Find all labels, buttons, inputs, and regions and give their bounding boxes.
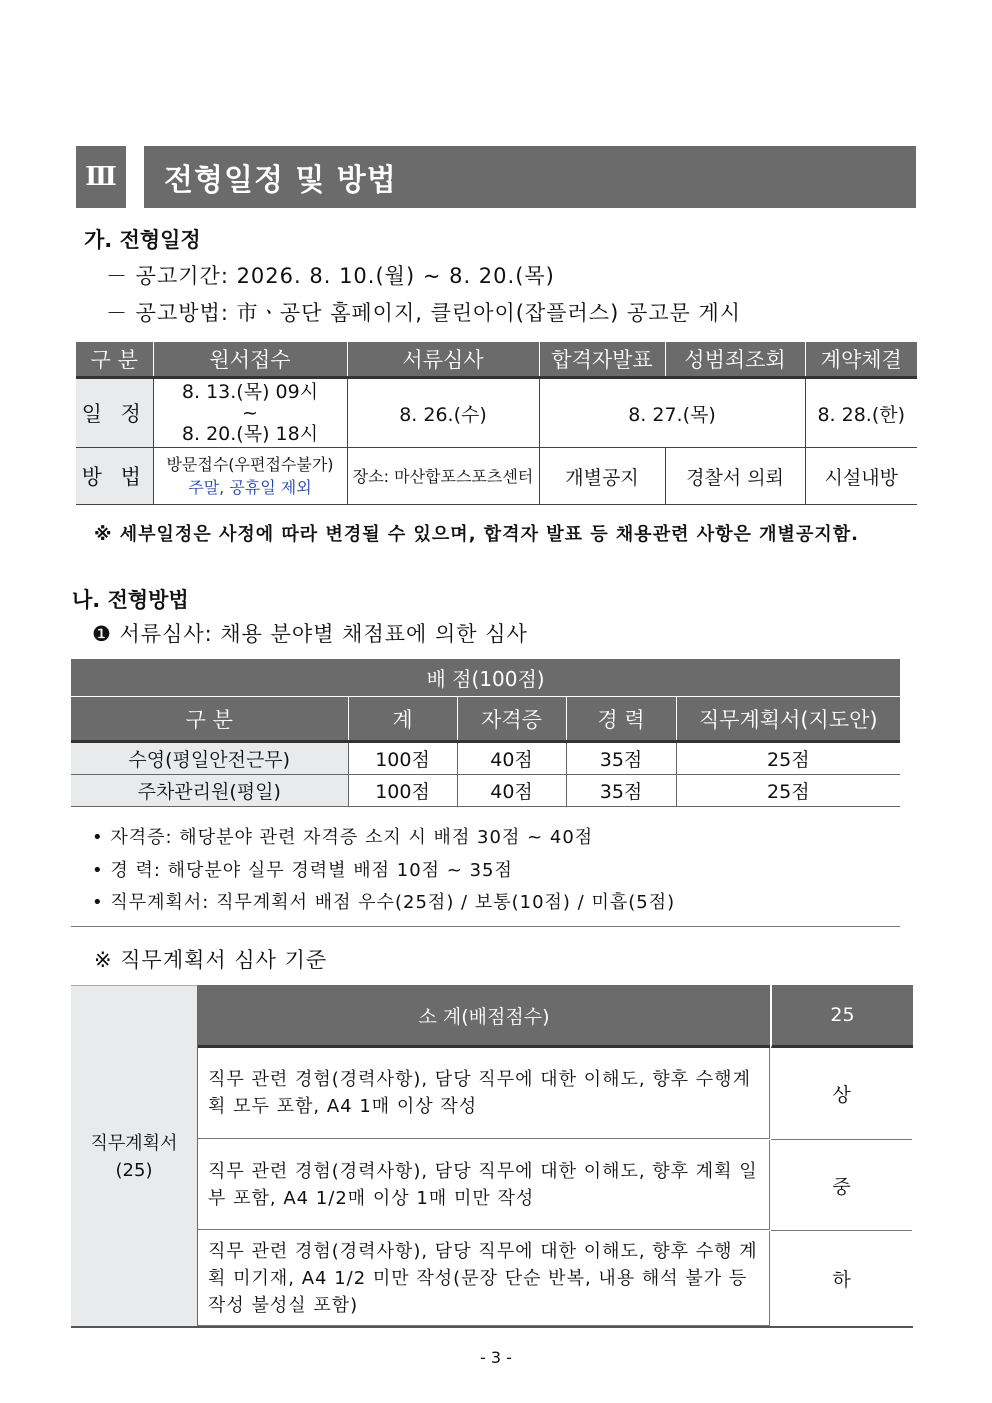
- criteria-text-high: [198, 1048, 770, 1139]
- score-row-label: 주차관리원(평일): [71, 775, 348, 807]
- schedule-header-row: [76, 342, 917, 378]
- criteria-subtotal-score: 25: [771, 985, 913, 1048]
- schedule-method-row: [76, 448, 917, 505]
- schedule-header-cell: 계약체결: [805, 342, 917, 378]
- doc-review-step: ❶ 서류심사: 채용 분야별 채점표에 의한 심사: [92, 622, 528, 646]
- apply-date-cell: [153, 378, 347, 448]
- schedule-header-cell: 합격자발표: [539, 342, 665, 378]
- doc-review-date: 8. 26.(수): [347, 378, 539, 448]
- divider: [71, 926, 900, 927]
- criteria-description: 직무 관련 경험(경력사항), 담당 직무에 대한 이해도, 향후 수행계획 모두 포함, A4 1매 이상 작성: [208, 1069, 751, 1117]
- score-header-cell: 경 력: [566, 697, 676, 742]
- criteria-title: ※ 직무계획서 심사 기준: [94, 948, 328, 972]
- score-table: [71, 659, 900, 807]
- criteria-grade-mid: 중: [771, 1140, 912, 1231]
- criteria-category-score: (25): [115, 1159, 153, 1181]
- schedule-table: [76, 342, 917, 505]
- schedule-header-cell: 서류심사: [347, 342, 539, 378]
- score-row-label: 수영(평일안전근무): [71, 742, 348, 775]
- doc-review-method: 장소: 마산합포스포츠센터: [347, 448, 539, 505]
- score-cell: 40점: [457, 775, 566, 807]
- schedule-heading: 가. 전형일정: [84, 228, 201, 252]
- score-cell: 25점: [676, 775, 900, 807]
- schedule-header-cell: 구 분: [76, 342, 153, 378]
- table-row: [71, 742, 900, 775]
- score-top-header-row: [71, 659, 900, 697]
- score-header-cell: 자격증: [457, 697, 566, 742]
- criteria-category-label: 직무계획서: [90, 1132, 178, 1154]
- criteria-description: 직무 관련 경험(경력사항), 담당 직무에 대한 이해도, 향후 계획 일부 포함, A4 1/2매 이상 1매 미만 작성: [208, 1160, 758, 1209]
- score-header-cell: 구 분: [71, 697, 348, 742]
- apply-date-tilde: ~: [242, 401, 258, 424]
- section-number: Ⅲ: [76, 146, 126, 208]
- score-top-header: 배 점(100점): [71, 659, 900, 697]
- score-header-row: [71, 697, 900, 742]
- apply-method-text: 방문접수(우편접수불가): [166, 455, 334, 474]
- contract-method: 시설내방: [805, 448, 917, 505]
- method-heading: 나. 전형방법: [72, 588, 189, 612]
- page-number: - 3 -: [480, 1348, 512, 1367]
- result-method: 개별공지: [539, 448, 665, 505]
- criteria-bottom-rule: [71, 1326, 913, 1328]
- criteria-grade-high: 상: [771, 1048, 912, 1140]
- criteria-text-mid: [198, 1140, 770, 1230]
- contract-date: 8. 28.(한): [805, 378, 917, 448]
- score-cell: 25점: [676, 742, 900, 775]
- score-cell: 35점: [566, 742, 676, 775]
- crime-check-method: 경찰서 의뢰: [665, 448, 805, 505]
- announcement-method: － 공고방법: 市ㆍ공단 홈페이지, 클린아이(잡플러스) 공고문 게시: [106, 301, 742, 325]
- score-cell: 100점: [348, 775, 457, 807]
- criteria-category: [71, 985, 198, 1327]
- schedule-note: ※ 세부일정은 사정에 따라 변경될 수 있으며, 합격자 발표 등 채용관련 사항은 개별공지함.: [94, 524, 859, 545]
- bullet-certificate: • 자격증: 해당분야 관련 자격증 소지 시 배점 30점 ~ 40점: [92, 827, 594, 848]
- apply-method-cell: [153, 448, 347, 505]
- schedule-date-row: [76, 378, 917, 448]
- apply-date-start: 8. 13.(목) 09시: [181, 380, 319, 403]
- result-date: 8. 27.(목): [539, 378, 805, 448]
- row-label-date: 일 정: [76, 378, 153, 448]
- score-cell: 100점: [348, 742, 457, 775]
- criteria-text-low: [198, 1231, 770, 1326]
- score-cell: 35점: [566, 775, 676, 807]
- section-title: 전형일정 및 방법: [144, 146, 916, 208]
- apply-date-end: 8. 20.(목) 18시: [181, 422, 319, 445]
- table-row: [71, 775, 900, 807]
- schedule-header-cell: 성범죄조회: [665, 342, 805, 378]
- schedule-header-cell: 원서접수: [153, 342, 347, 378]
- criteria-subtotal-header: 소 계(배점점수): [198, 985, 770, 1048]
- announcement-period: － 공고기간: 2026. 8. 10.(월) ~ 8. 20.(목): [106, 264, 555, 288]
- score-header-cell: 직무계획서(지도안): [676, 697, 900, 742]
- criteria-grade-low: 하: [771, 1231, 912, 1327]
- bullet-job-plan: • 직무계획서: 직무계획서 배점 우수(25점) / 보통(10점) / 미흡(5점): [92, 892, 676, 913]
- apply-method-exception: 주말, 공휴일 제외: [188, 478, 312, 497]
- bullet-career: • 경 력: 해당분야 실무 경력별 배점 10점 ~ 35점: [92, 860, 513, 881]
- criteria-description: 직무 관련 경험(경력사항), 담당 직무에 대한 이해도, 향후 수행 계획 미기재, A4 1/2 미만 작성(문장 단순 반복, 내용 해석 불가 등 작성 불성실 포함): [208, 1240, 758, 1316]
- score-header-cell: 계: [348, 697, 457, 742]
- row-label-method: 방 법: [76, 448, 153, 505]
- score-cell: 40점: [457, 742, 566, 775]
